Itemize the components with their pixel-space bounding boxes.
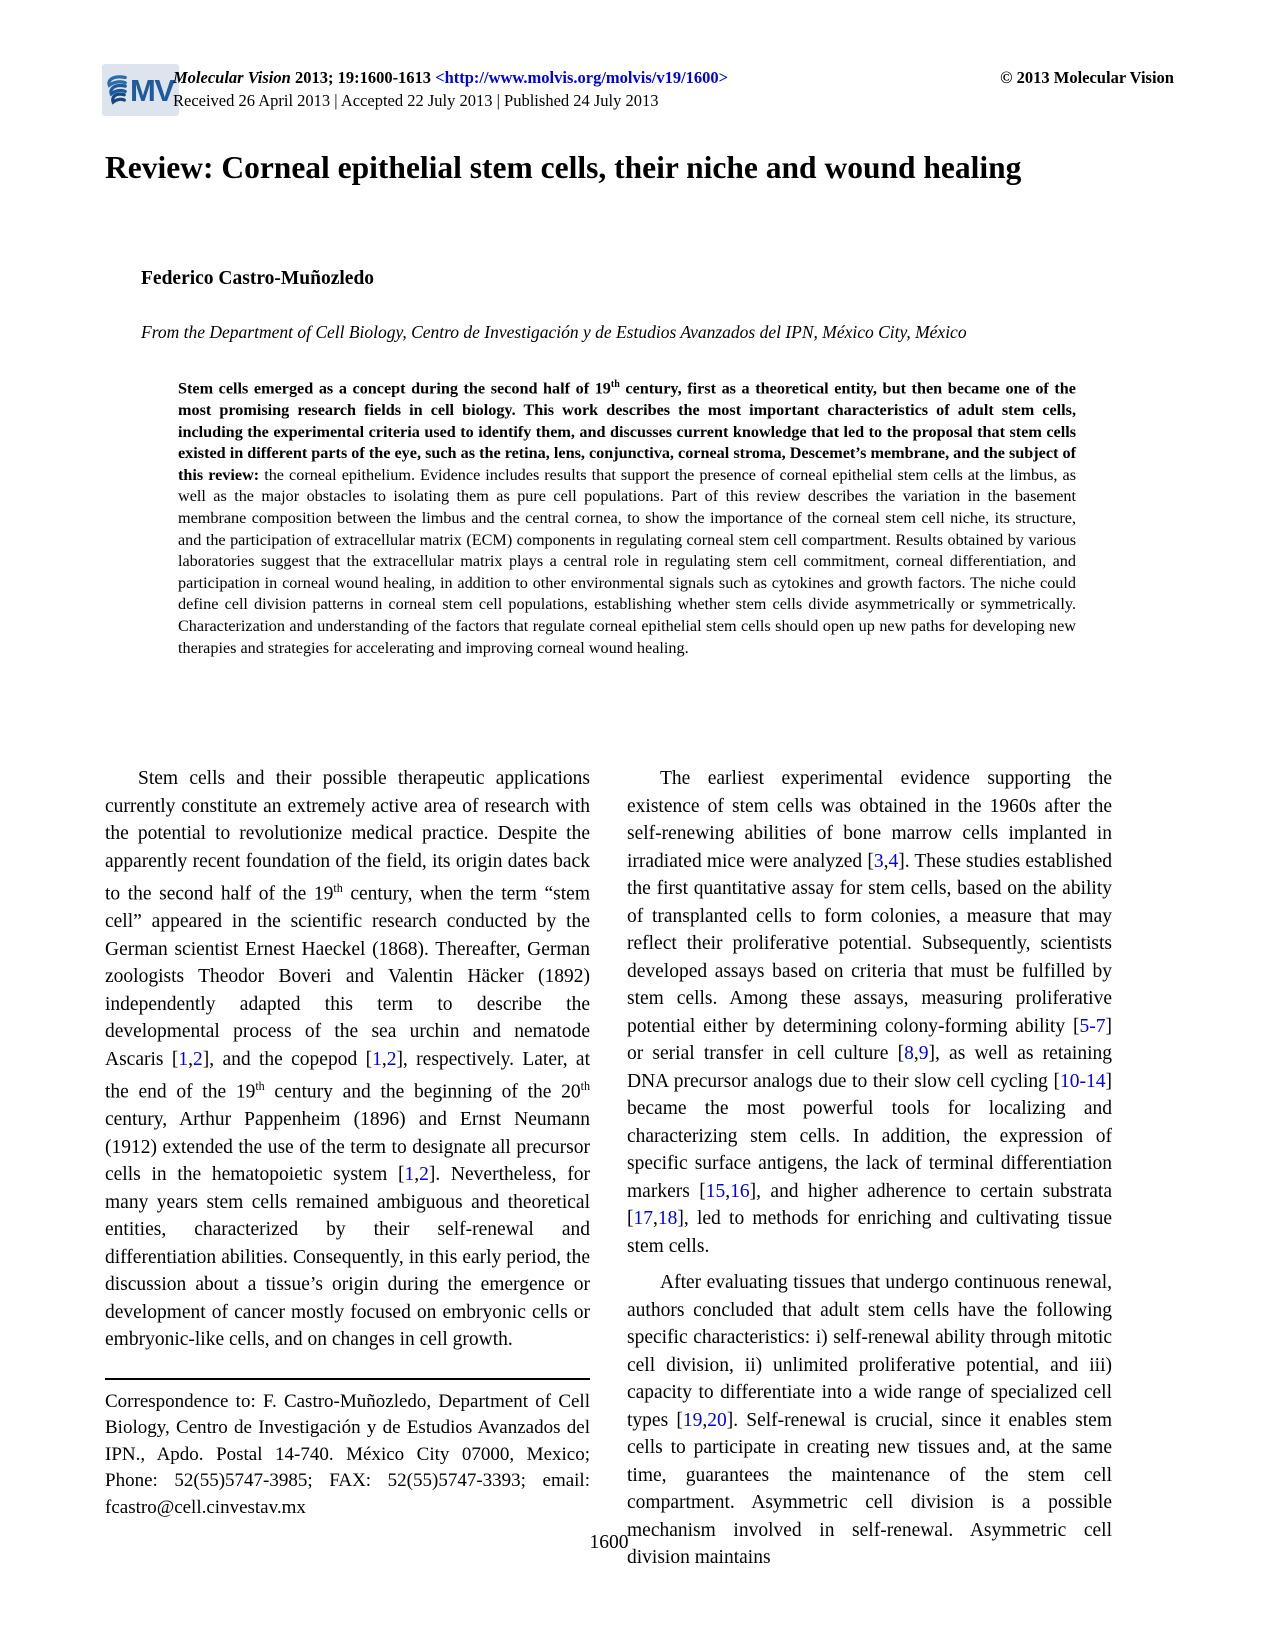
text-segment: The earliest experimental evidence supporting the existence of stem cells was obtained in the 1960s after the self-renewing abilities of bone marrow cells implanted in irradiated mice were analyzed [	[627, 768, 1112, 872]
journal-url-link[interactable]: <http://www.molvis.org/molvis/v19/1600>	[435, 68, 729, 87]
mv-wave-icon	[105, 73, 130, 107]
reference-link[interactable]: 20	[707, 1409, 727, 1431]
text-segment: ], respectively. Later, at the end of the 19	[105, 1048, 590, 1103]
text-segment: ], and the copepod [	[202, 1048, 373, 1070]
text-segment: ,	[883, 850, 889, 872]
journal-citation	[173, 66, 728, 89]
reference-link[interactable]: 16	[730, 1180, 750, 1202]
reference-link[interactable]: 19	[682, 1409, 703, 1431]
body-paragraph	[627, 1269, 1112, 1572]
reference-link[interactable]: 8	[904, 1043, 914, 1064]
text-segment: Stem cells emerged as a concept during the second half of 19	[178, 379, 611, 398]
text-segment: century, first as a theoretical entity, but then became one of the most promising research fields in cell biology. This work describes the most important characteristics of adult stem cells, including the experimental criteria used to identify them, and discusses current knowledge that led to the proposal that stem cells existed in different parts of the eye, such as the retina, lens, conjunctiva, corneal stroma, Descemet’s membrane, and the subject of this review:	[178, 379, 1076, 484]
reference-link[interactable]: 2	[419, 1164, 429, 1185]
text-segment: After evaluating tissues that undergo continuous renewal, authors concluded that adult stem cells have the following specific characteristics: i) self-renewal ability through mitotic cell division, ii) unlimited proliferative potential, and iii) capacity to differentiate into a wide range of specialized cell types [	[627, 1272, 1112, 1431]
copyright-notice: © 2013 Molecular Vision	[1000, 68, 1174, 87]
text-segment: ]. These studies established the first quantitative assay for stem cells, based on the ability of transplanted cells to form colonies, a measure that may reflect their proliferative potential. Subsequently, scientists developed assays based on criteria that must be fulfilled by stem cells. Among these assays, measuring proliferative potential either by determining colony-forming ability [	[627, 850, 1113, 1037]
text-segment: ]. Nevertheless, for many years stem cells remained ambiguous and theoretical entities, characterized by their self-renewal and differentiation abilities. Consequently, in this early period, the discussion about a tissue’s origin during the emergence or development of cancer mostly focused on embryonic cells or embryonic-like cells, and on changes in cell growth.	[105, 1164, 590, 1350]
text-segment: century, when the term “stem cell” appeared in the scientific research conducted by the German scientist Ernest Haeckel (1868). Thereafter, German zoologists Theodor Boveri and Valentin Häcker (1892) independently adapted this term to describe the developmental process of the sea urchin and nematode Ascaris [	[105, 883, 590, 1070]
reference-link[interactable]: 1	[372, 1048, 382, 1070]
text-segment: ,	[725, 1180, 731, 1202]
text-segment: the corneal epithelium. Evidence includes results that support the presence of corneal epithelial stem cells at the limbus, as well as the major obstacles to isolating them as pure cell populations. Part of this review describes the variation in the basement membrane composition between the limbus and the central cornea, to show the importance of the corneal stem cell niche, its structure, and the participation of extracellular matrix (ECM) components in regulating corneal stem cell compartment. Results obtained by various laboratories suggest that the extracellular matrix plays a central role in regulating stem cell commitment, corneal differentiation, and participation in corneal wound healing, in addition to other environmental signals such as cytokines and growth factors. The niche could define cell division patterns in corneal stem cell populations, establishing whether stem cells divide asymmetrically or symmetrically. Characterization and understanding of the factors that regulate corneal epithelial stem cells should open up new paths for developing new therapies and strategies for accelerating and improving corneal wound healing.	[178, 465, 1077, 657]
text-segment: ]. Self-renewal is crucial, since it enables stem cells to participate in creating new tissues and, at the same time, guarantees the maintenance of the stem cell compartment. Asymmetric cell division is a possible mechanism involved in self-renewal. Asymmetric cell division maintains	[627, 1409, 1112, 1568]
body-column-left	[105, 765, 590, 1572]
reference-link[interactable]: 5-7	[1079, 1015, 1106, 1037]
reference-link[interactable]: 10-14	[1060, 1070, 1106, 1092]
submission-dates: Received 26 April 2013 | Accepted 22 July 2013 | Published 24 July 2013	[173, 91, 659, 110]
reference-link[interactable]: 17	[633, 1208, 653, 1229]
text-segment: ,	[414, 1164, 420, 1185]
reference-link[interactable]: 9	[918, 1043, 929, 1064]
text-segment: ], as well as retaining DNA precursor analogs due to their slow cell cycling [	[627, 1043, 1112, 1092]
text-segment: ] or serial transfer in cell culture [	[627, 1015, 1112, 1064]
text-segment: Molecular Vision	[173, 68, 295, 87]
abstract-text	[178, 374, 1076, 659]
text-segment: ,	[188, 1048, 193, 1070]
body-column-right	[627, 765, 1112, 1572]
text-segment: ,	[381, 1048, 387, 1070]
reference-link[interactable]: 2	[386, 1048, 397, 1070]
text-segment: century, Arthur Pappenheim (1896) and Ernst Neumann (1912) extended the use of the term to designate all precursor cells in the hematopoietic system [	[105, 1109, 590, 1185]
reference-link[interactable]: 3	[873, 850, 884, 872]
text-segment: ], and higher adherence to certain substrata [	[627, 1180, 1112, 1229]
author-name: Federico Castro-Muñozledo	[141, 268, 375, 289]
reference-link[interactable]: 15	[705, 1180, 726, 1202]
text-segment: ,	[653, 1208, 658, 1229]
correspondence-note: Correspondence to: F. Castro-Muñozledo, Department of Cell Biology, Centro de Investigación y de Estudios Avanzados del IPN., Apdo. Postal 14-740. México City 07000, Mexico; Phone: 52(55)5747-3985; FAX: 52(55)5747-3393; email: fcastro@cell.cinvestav.mx	[105, 1390, 590, 1518]
footnote-divider	[105, 1378, 590, 1380]
text-segment: ,	[702, 1409, 708, 1431]
body-paragraph	[105, 765, 590, 1354]
body-columns	[105, 765, 1113, 1572]
text-segment: th	[255, 1079, 265, 1093]
text-segment: 2013; 19:1600-1613	[294, 68, 436, 87]
text-segment: th	[333, 881, 343, 895]
reference-link[interactable]: 18	[657, 1208, 678, 1229]
text-segment: th	[610, 379, 620, 390]
logo-text: MV	[130, 72, 174, 108]
text-segment: ,	[913, 1043, 919, 1064]
reference-link[interactable]: 1	[178, 1048, 189, 1070]
text-segment: th	[580, 1079, 590, 1093]
molecular-vision-logo	[102, 64, 179, 116]
reference-link[interactable]: 2	[192, 1048, 203, 1070]
text-segment: century and the beginning of the 20	[264, 1081, 581, 1103]
reference-link[interactable]: 4	[888, 850, 899, 872]
text-segment: ] became the most powerful tools for localizing and characterizing stem cells. In addition, the expression of specific surface antigens, the lack of terminal differentiation markers [	[627, 1070, 1112, 1202]
author-affiliation: From the Department of Cell Biology, Centro de Investigación y de Estudios Avanzados del IPN, México City, México	[141, 322, 967, 342]
body-paragraph	[627, 765, 1112, 1260]
correspondence-block	[105, 1378, 590, 1522]
text-segment: ], led to methods for enriching and cultivating tissue stem cells.	[627, 1208, 1112, 1257]
reference-link[interactable]: 1	[404, 1164, 415, 1185]
text-segment: Stem cells and their possible therapeutic applications currently constitute an extremely active area of research with the potential to revolutionize medical practice. Despite the apparently recent foundation of the field, its origin dates back to the second half of the 19	[105, 768, 590, 905]
journal-citation-block	[173, 66, 728, 112]
article-title: Review: Corneal epithelial stem cells, their niche and wound healing	[105, 150, 1022, 185]
page-number: 1600	[589, 1532, 629, 1553]
